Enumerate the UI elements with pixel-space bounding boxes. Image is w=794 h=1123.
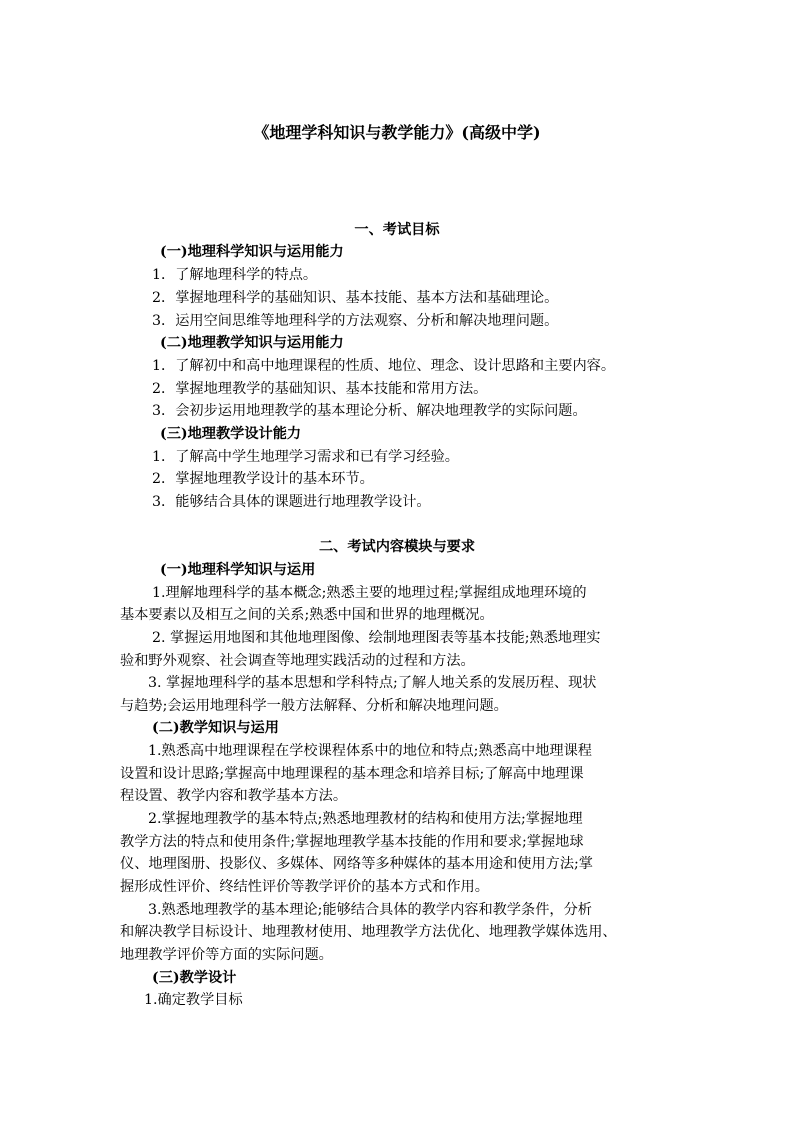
document-title: 《地理学科知识与教学能力》(高级中学): [253, 123, 541, 142]
list-item: 2．掌握地理科学的基础知识、基本技能、基本方法和基础理论。: [152, 290, 559, 306]
list-item: 3．会初步运用地理教学的基本理论分析、解决地理教学的实际问题。: [152, 403, 587, 419]
paragraph-line: 程设置、教学内容和教学基本方法。: [120, 788, 348, 804]
paragraph-line: 设置和设计思路;掌握高中地理课程的基本理念和培养目标;了解高中地理课: [120, 766, 584, 782]
paragraph-line: 1.熟悉高中地理课程在学校课程体系中的地位和特点;熟悉高中地理课程: [148, 743, 592, 759]
paragraph-line: 3. 掌握地理科学的基本思想和学科特点;了解人地关系的发展历程、现状: [148, 675, 597, 691]
paragraph-line: 与趋势;会运用地理科学一般方法解释、分析和解决地理问题。: [120, 698, 508, 714]
subsection-heading: (一)地理科学知识与运用能力: [160, 244, 344, 260]
subsection-heading: (一)地理科学知识与运用: [160, 562, 316, 578]
paragraph-line: 2. 掌握运用地图和其他地理图像、绘制地理图表等基本技能;熟悉地理实: [152, 630, 601, 646]
paragraph-line: 1.确定教学目标: [144, 992, 243, 1008]
paragraph-line: 握形成性评价、终结性评价等教学评价的基本方式和作用。: [120, 879, 489, 895]
subsection-heading: (二)地理教学知识与运用能力: [160, 335, 344, 351]
list-item: 2．掌握地理教学设计的基本环节。: [152, 471, 374, 487]
subsection-heading: (三)地理教学设计能力: [160, 426, 302, 442]
list-item: 1．了解地理科学的特点。: [152, 267, 318, 283]
paragraph-line: 教学方法的特点和使用条件;掌握地理教学基本技能的作用和要求;掌握地球: [120, 834, 584, 850]
subsection-heading: (三)教学设计: [152, 970, 237, 986]
paragraph-line: 1.理解地理科学的基本概念;熟悉主要的地理过程;掌握组成地理环境的: [152, 585, 587, 601]
paragraph-line: 和解决教学目标设计、地理教材使用、地理教学方法优化、地理教学媒体选用、: [120, 924, 617, 940]
list-item: 1．了解初中和高中地理课程的性质、地位、理念、设计思路和主要内容。: [152, 358, 616, 374]
paragraph-line: 2.掌握地理教学的基本特点;熟悉地理教材的结构和使用方法;掌握地理: [148, 811, 583, 827]
list-item: 3．能够结合具体的课题进行地理教学设计。: [152, 494, 431, 510]
list-item: 2．掌握地理教学的基础知识、基本技能和常用方法。: [152, 381, 488, 397]
list-item: 3．运用空间思维等地理科学的方法观察、分析和解决地理问题。: [152, 313, 559, 329]
paragraph-line: 基本要素以及相互之间的关系;熟悉中国和世界的地理概况。: [120, 607, 494, 623]
section-heading: 二、考试内容模块与要求: [318, 539, 476, 555]
paragraph-line: 3.熟悉地理教学的基本理论;能够结合具体的教学内容和教学条件，分析: [148, 902, 592, 918]
paragraph-line: 地理教学评价等方面的实际问题。: [120, 947, 333, 963]
list-item: 1．了解高中学生地理学习需求和已有学习经验。: [152, 449, 459, 465]
paragraph-line: 验和野外观察、社会调查等地理实践活动的过程和方法。: [120, 653, 475, 669]
subsection-heading: (二)教学知识与运用: [152, 720, 279, 736]
section-heading: 一、考试目标: [354, 222, 440, 238]
paragraph-line: 仪、地理图册、投影仪、多媒体、网络等多种媒体的基本用途和使用方法;掌: [120, 856, 593, 872]
